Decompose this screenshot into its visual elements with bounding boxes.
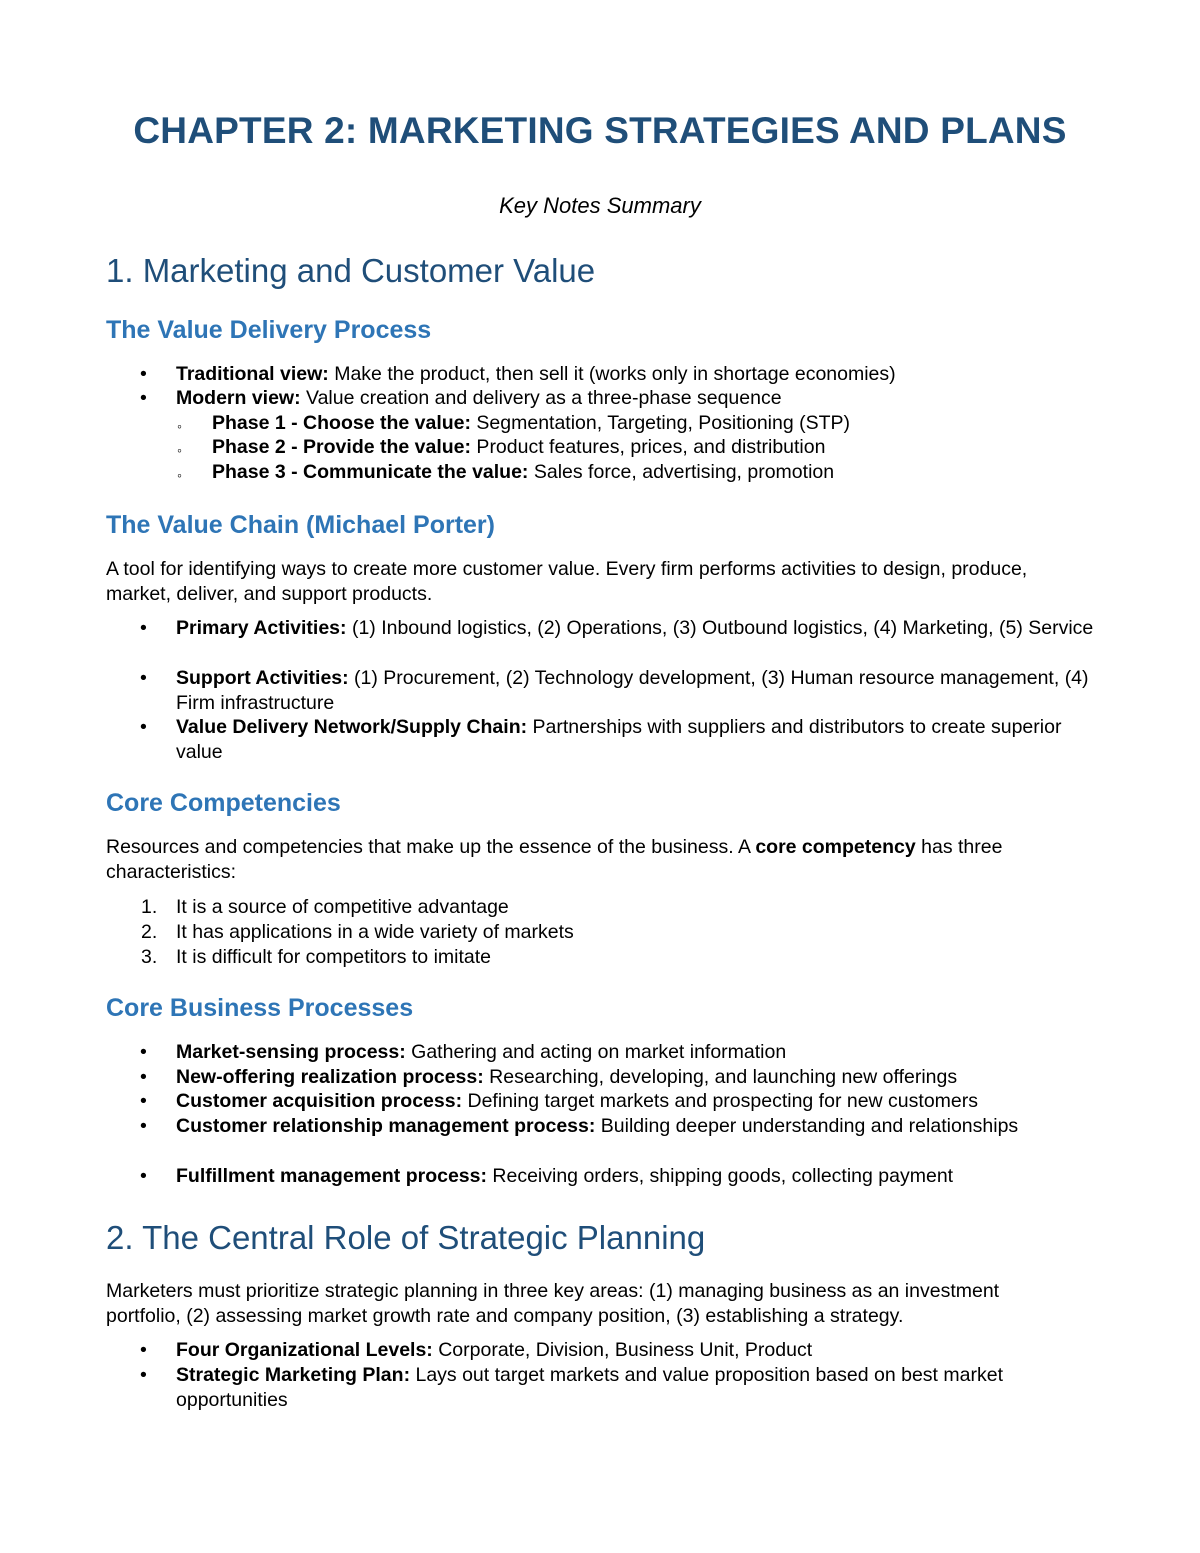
bullet-icon: • (140, 1165, 147, 1187)
sub-bullet-icon: ◦ (177, 418, 182, 434)
subheading-value-delivery-process: The Value Delivery Process (106, 316, 432, 344)
bullet-icon: • (140, 387, 147, 409)
list-item: It is a source of competitive advantage (176, 896, 509, 918)
document-subtitle: Key Notes Summary (499, 193, 701, 218)
list-item: Support Activities: (1) Procurement, (2) Technology development, (3) Human resource management, (4) Firm infrastructure (176, 667, 1089, 714)
list-item: Customer acquisition process: Defining target markets and prospecting for new customers (176, 1090, 978, 1112)
bullet-icon: • (140, 1041, 147, 1063)
list-item: Customer relationship management process: Building deeper understanding and relationships (176, 1115, 1019, 1137)
bullet-icon: • (140, 667, 147, 689)
sub-list-item: Phase 3 - Communicate the value: Sales force, advertising, promotion (212, 461, 835, 483)
subheading-core-competencies: Core Competencies (106, 789, 341, 817)
sub-bullet-icon: ◦ (177, 442, 182, 458)
document-title: CHAPTER 2: MARKETING STRATEGIES AND PLANS (133, 110, 1067, 151)
core-competencies-intro: Resources and competencies that make up the essence of the business. A core competency has three characteristics: (106, 836, 1003, 883)
list-item: Primary Activities: (1) Inbound logistics, (2) Operations, (3) Outbound logistics, (4) Marketing, (5) Service (176, 617, 1094, 639)
sub-list-item: Phase 1 - Choose the value: Segmentation, Targeting, Positioning (STP) (212, 412, 851, 434)
bullet-icon: • (140, 1090, 147, 1112)
list-number: 2. (141, 921, 158, 943)
section-heading-strategic-planning: 2. The Central Role of Strategic Planning (106, 1219, 706, 1256)
list-item: It is difficult for competitors to imitate (176, 946, 491, 968)
list-item: Value Delivery Network/Supply Chain: Partnerships with suppliers and distributors to create superior value (176, 716, 1062, 763)
list-item: It has applications in a wide variety of markets (176, 921, 574, 943)
list-item: Market-sensing process: Gathering and acting on market information (176, 1041, 787, 1063)
strategic-planning-intro: Marketers must prioritize strategic planning in three key areas: (1) managing business as an investment portfolio, (2) assessing market growth rate and company position, (3) establishing a strategy. (106, 1280, 1000, 1327)
list-item: New-offering realization process: Researching, developing, and launching new offerings (176, 1066, 958, 1088)
subheading-value-chain: The Value Chain (Michael Porter) (106, 511, 495, 539)
bullet-icon: • (140, 1339, 147, 1361)
list-item: Four Organizational Levels: Corporate, Division, Business Unit, Product (176, 1339, 813, 1361)
bullet-icon: • (140, 363, 147, 385)
bullet-icon: • (140, 1364, 147, 1386)
bullet-icon: • (140, 617, 147, 639)
sub-bullet-icon: ◦ (177, 467, 182, 483)
subheading-core-business-processes: Core Business Processes (106, 994, 414, 1022)
list-number: 3. (141, 946, 158, 968)
bullet-icon: • (140, 716, 147, 738)
list-item: Modern view: Value creation and delivery as a three-phase sequence (176, 387, 782, 409)
bullet-icon: • (140, 1066, 147, 1088)
sub-list-item: Phase 2 - Provide the value: Product features, prices, and distribution (212, 436, 826, 458)
list-item: Traditional view: Make the product, then sell it (works only in shortage economies) (176, 363, 896, 385)
list-item: Strategic Marketing Plan: Lays out target markets and value proposition based on best market opportunities (176, 1364, 1003, 1411)
list-number: 1. (141, 896, 158, 918)
section-heading-marketing-customer-value: 1. Marketing and Customer Value (106, 252, 596, 289)
bullet-icon: • (140, 1115, 147, 1137)
value-chain-intro: A tool for identifying ways to create more customer value. Every firm performs activities to design, produce, market, deliver, and support products. (106, 558, 1028, 605)
list-item: Fulfillment management process: Receiving orders, shipping goods, collecting payment (176, 1165, 954, 1187)
